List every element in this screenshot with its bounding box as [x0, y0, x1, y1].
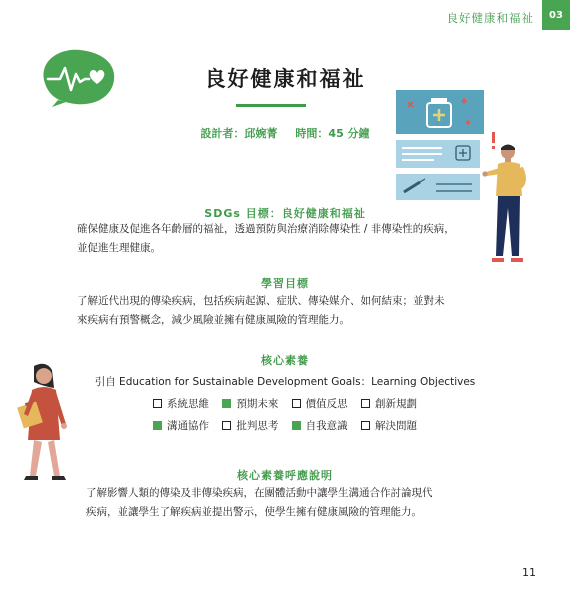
learning-description: [77, 292, 445, 330]
page-number: 11: [522, 566, 536, 579]
competency-label: 創新規劃: [375, 398, 418, 410]
competency-label: 批判思考: [236, 420, 279, 432]
page-title: 良好健康和福祉: [204, 67, 366, 91]
explanation-heading: 核心素養呼應說明: [237, 469, 333, 482]
checkbox-checked: [292, 421, 301, 430]
competency-row-2: [0, 418, 570, 433]
chapter-tab: 03: [542, 0, 570, 30]
explanation-line-1: 了解影響人類的傳染及非傳染疾病，在團體活動中讓學生溝通合作討論現代: [86, 487, 433, 499]
sdgs-line-2: 並促進生理健康。: [77, 242, 161, 254]
learning-heading: 學習目標: [261, 277, 309, 290]
competency-item: [361, 396, 417, 411]
competency-item: [292, 396, 348, 411]
checkbox: [153, 399, 162, 408]
checkbox-checked: [222, 399, 231, 408]
competency-label: 系統思維: [166, 398, 209, 410]
sdgs-heading: SDGs 目標：良好健康和福祉: [204, 207, 366, 220]
explanation-line-2: 疾病，並讓學生了解疾病並提出警示，使學生擁有健康風險的管理能力。: [86, 506, 422, 518]
lesson-time: 時間：45 分鐘: [295, 127, 370, 140]
checkbox: [361, 421, 370, 430]
designer-name: 設計者：邱婉菁: [200, 127, 278, 140]
competency-label: 解決問題: [375, 420, 418, 432]
checkbox: [222, 421, 231, 430]
woman-with-clipboard-illustration: [12, 362, 74, 484]
competency-item: [292, 418, 348, 433]
competency-item: [361, 418, 417, 433]
competency-source: 引自 Education for Sustainable Development Goals：Learning Objectives: [94, 376, 476, 388]
explanation-description: [86, 484, 433, 522]
competency-label: 預期未來: [236, 398, 279, 410]
competency-heading: 核心素養: [261, 354, 309, 367]
competency-item: [153, 418, 209, 433]
sdgs-description: [77, 220, 455, 258]
learning-line-2: 來疾病有預警概念，減少風險並擁有健康風險的管理能力。: [77, 314, 350, 326]
competency-item: [153, 396, 209, 411]
checkbox-checked: [153, 421, 162, 430]
competency-item: [222, 418, 278, 433]
competency-label: 自我意識: [305, 420, 348, 432]
learning-line-1: 了解近代出現的傳染疾病，包括疾病起源、症狀、傳染媒介、如何結束；並對未: [77, 295, 445, 307]
checkbox: [292, 399, 301, 408]
competency-item: [222, 396, 278, 411]
sdgs-line-1: 確保健康及促進各年齡層的福祉，透過預防與治療消除傳染性 / 非傳染性的疾病，: [77, 223, 455, 235]
competency-label: 價值反思: [305, 398, 348, 410]
checkbox: [361, 399, 370, 408]
competency-label: 溝通協作: [166, 420, 209, 432]
exclamation-icon: [492, 132, 495, 149]
competency-row-1: [0, 396, 570, 411]
title-underline: [236, 104, 306, 107]
header-section-label: 良好健康和福祉: [446, 11, 534, 25]
